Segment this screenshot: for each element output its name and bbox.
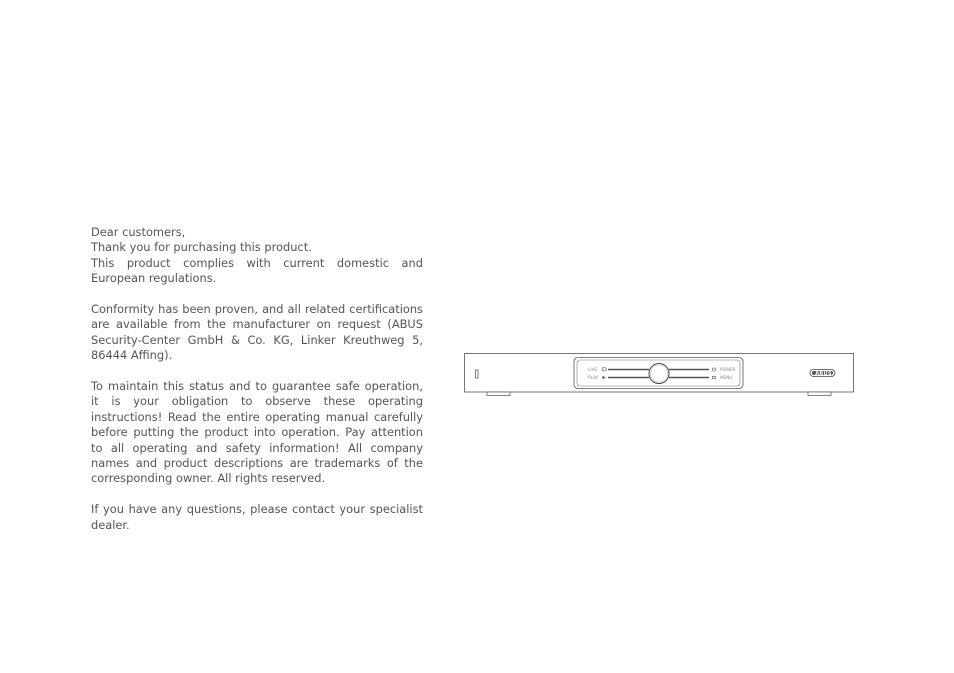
- thanks-text: Thank you for purchasing this product.: [91, 240, 312, 255]
- power-label: POWER: [720, 367, 736, 372]
- recorder-device-illustration: [464, 353, 854, 397]
- compliance-text: This product complies with current domestic and European regulations.: [91, 255, 423, 286]
- play-label: PLAY: [588, 375, 599, 380]
- left-foot: [487, 392, 510, 396]
- usb-port-icon: [476, 370, 479, 378]
- jog-dial[interactable]: [649, 364, 669, 384]
- recorder-front-panel-drawing: [464, 353, 854, 397]
- conformity-text: Conformity has been proven, and all related certifications are available from the manufacturer on request (ABUS Security-Center GmbH & Co. KG, Linker Kreuthweg 5, 86444 Affing).: [91, 302, 423, 363]
- live-label: LIVE: [588, 367, 598, 372]
- obligation-text: To maintain this status and to guarantee safe operation, it is your obligation to observe these operating instructions! Read the entire operating manual carefully before putting the product into operation. Pay attention to all operating and safety information! All company names and product descriptions are trademarks of the corresponding owner. All rights reserved.: [91, 379, 423, 486]
- letter-text-column: [91, 225, 423, 548]
- questions-text: If you have any questions, please contact your specialist dealer.: [91, 502, 423, 532]
- salutation: Dear customers,: [91, 225, 186, 239]
- right-foot: [808, 392, 831, 396]
- brand-logo-text: ABUS: [815, 370, 832, 377]
- menu-label: MENU: [720, 375, 733, 380]
